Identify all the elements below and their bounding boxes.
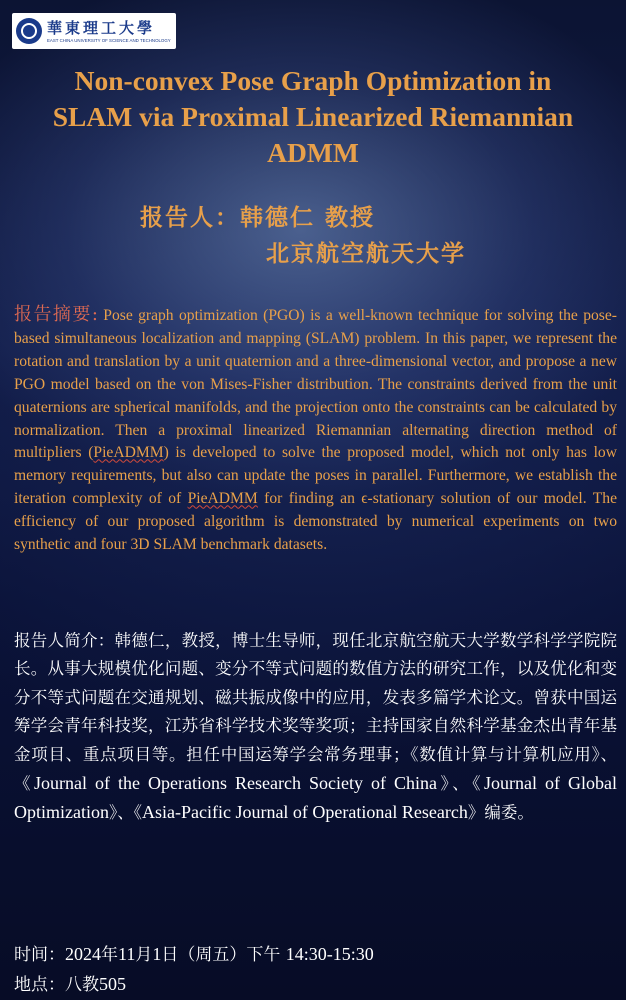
logo-english-name: EAST CHINA UNIVERSITY OF SCIENCE AND TECHNOLOGY [47, 37, 171, 43]
date-year: 2024 [65, 944, 101, 964]
place-label: 地点： [14, 975, 65, 995]
talk-title [0, 63, 626, 171]
speaker-row [140, 200, 466, 236]
abstract-label: 报告摘要: [14, 304, 98, 325]
bio-tail: 》编委。 [467, 803, 534, 823]
logo-text [47, 19, 171, 44]
logo-chinese-name: 華東理工大學 [47, 18, 156, 37]
event-info [14, 940, 374, 1000]
title-line-1: Non-convex Pose Graph Optimization in [74, 65, 552, 96]
title-line-3: ADMM [267, 137, 359, 168]
date-year-suffix: 年 [101, 945, 118, 965]
time-label: 时间： [14, 945, 65, 965]
bio-text: 报告人简介：韩德仁，教授，博士生导师，现任北京航空航天大学数学科学学院院长。从事大规模优化问题、变分不等式问题的数值方法的研究工作，以及优化和变分不等式问题在交通规划、磁共振成像中的应用，发表多篇学术论文。曾获中国运筹学会青年科技奖，江苏省科学技术奖等奖项；主持国家自然科学基金杰出青年基金项目、重点项目等。担任中国运筹学会常务理事；《数值计算与计算机应用》、《 [14, 631, 617, 794]
bio-journal-1: Journal of the Operations Research Society of China [34, 773, 437, 794]
date-day-suffix: 日（周五）下午 [161, 945, 286, 965]
abstract-text-part-2: ) is developed to solve the proposed model, which not only has low memory requirements, but also can update the poses in parallel. Furthermore, we establish the iteration complexity of of [14, 444, 617, 508]
bio-separator-1: 》、《 [436, 774, 484, 794]
abstract-term-pieadmm-2: PieADMM [187, 490, 258, 508]
date-month-suffix: 月 [135, 945, 153, 965]
place-room: 505 [99, 974, 126, 994]
time-row [14, 940, 374, 970]
time-range: 14:30-15:30 [285, 944, 374, 964]
date-month: 11 [118, 944, 136, 964]
date-day: 1 [152, 944, 162, 964]
university-logo [12, 13, 176, 49]
place-building: 八教 [65, 975, 99, 995]
speaker-name: 韩德仁 教授 [240, 204, 376, 231]
bio-journal-2: Journal of Global Optimization [14, 773, 617, 823]
university-seal-icon [16, 18, 42, 44]
abstract-term-pieadmm: PieADMM [93, 444, 164, 462]
abstract [14, 304, 617, 557]
place-row [14, 970, 374, 1000]
speaker-affiliation: 北京航空航天大学 [266, 240, 466, 267]
abstract-text-part-1: Pose graph optimization (PGO) is a well-known technique for solving the pose-based simultaneous localization and mapping (SLAM) problem. In this paper, we represent the rotation and translation by a unit quaternion and a three-dimensional vector, and propose a new PGO model based on the von Mises-Fisher distribution. The constraints derived from the unit quaternions are spherical manifolds, and the projection onto the constraints can be calculated by normalization. Then a proximal linearized Riemannian alternating direction method of multipliers ( [14, 307, 617, 462]
speaker-block [140, 200, 466, 272]
bio-separator-2: 》、《 [108, 803, 142, 823]
abstract-text-part-3: for finding an ϵ-stationary solution of our model. The efficiency of our proposed algorithm is demonstrated by numerical experiments on two synthetic and four 3D SLAM benchmark datasets. [14, 490, 617, 554]
speaker-bio [14, 627, 617, 828]
title-line-2: SLAM via Proximal Linearized Riemannian [52, 101, 574, 132]
bio-journal-3: Asia-Pacific Journal of Operational Research [141, 802, 468, 823]
speaker-label: 报告人： [140, 204, 240, 231]
